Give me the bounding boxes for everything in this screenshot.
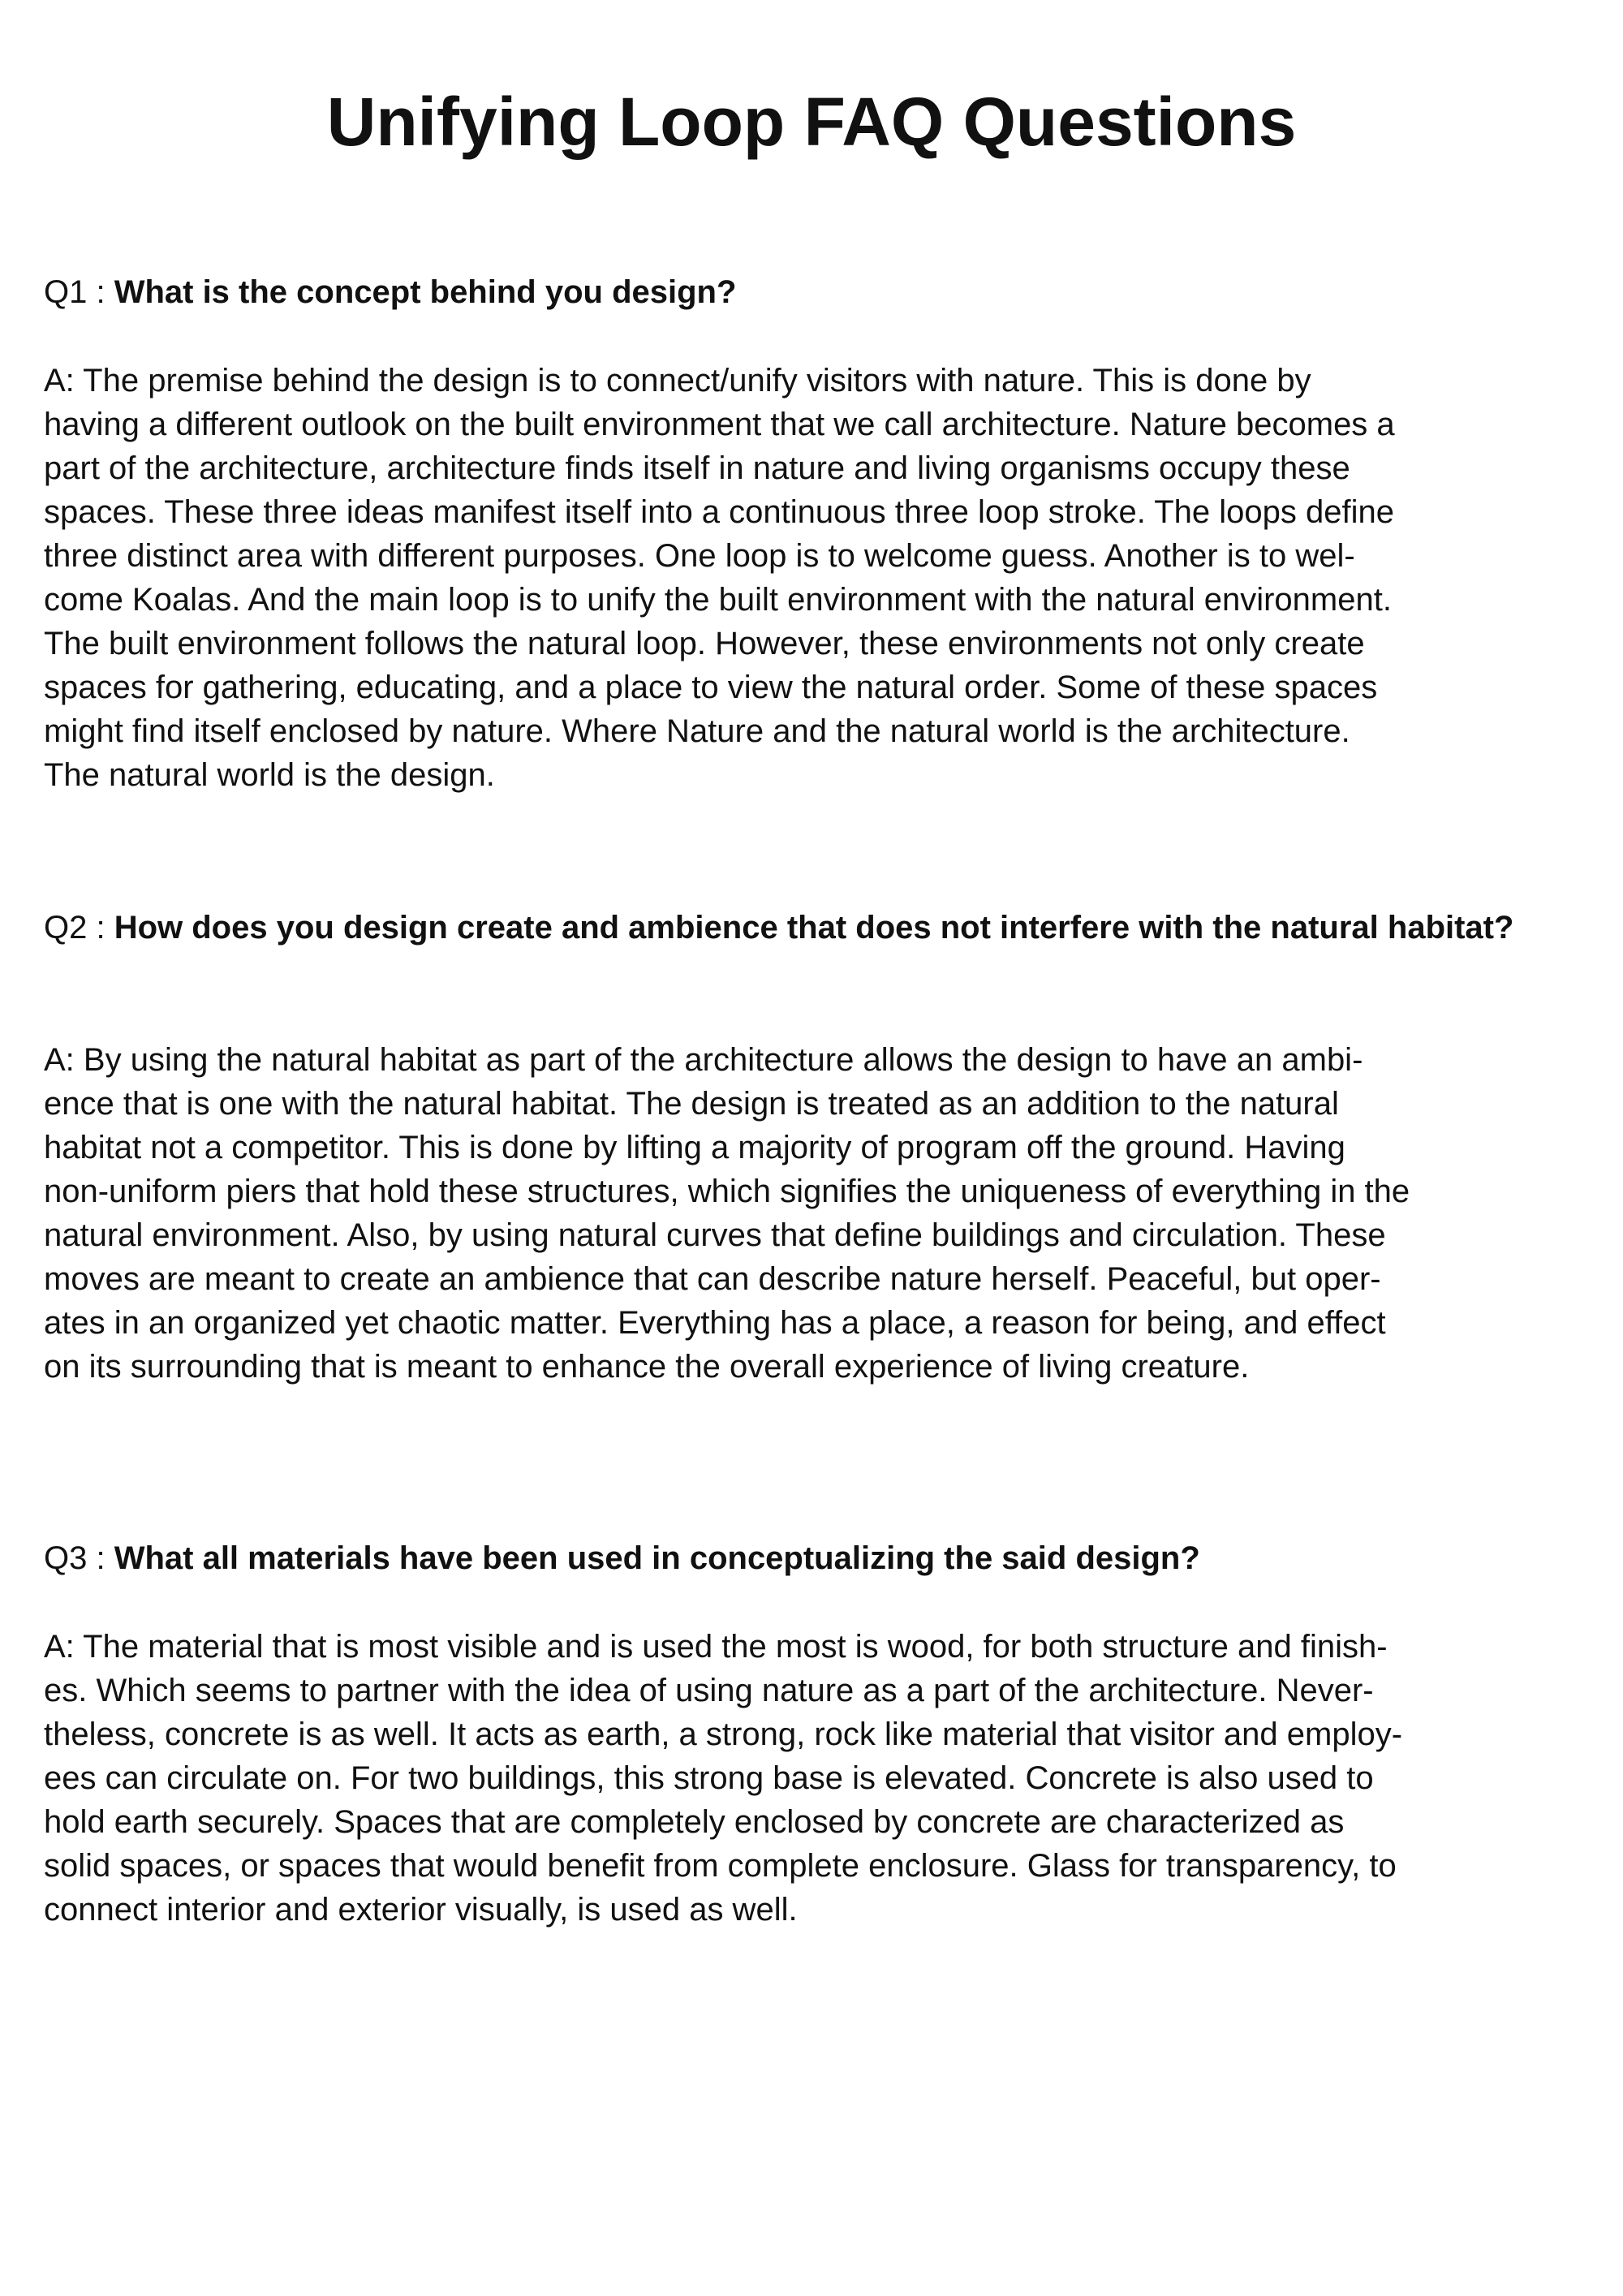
- faq-item-3: [44, 1536, 1594, 1928]
- faq-question-number-1: Q1 :: [44, 274, 114, 310]
- faq-question-text-2: How does you design create and ambience that does not interfere with the natural habitat?: [114, 910, 1514, 946]
- faq-answer-2: A: By using the natural habitat as part of the architecture allows the design to have an ambi- ence that is one with the natural habitat. The design is treated as an addition to the natural habitat not a competitor. This is done by lifting a majority of program off the ground. Having non-uniform piers that hold these structures, which signifies the uniqueness of everything in the natural environment. Also, by using natural curves that define buildings and circulation. These moves are meant to create an ambience that can describe nature herself. Peaceful, but oper- ates in an organized yet chaotic matter. Everything has a place, a reason for being, and effect on its surrounding that is meant to enhance the overall experience of living creature.: [44, 1042, 1410, 1385]
- page-title: Unifying Loop FAQ Questions: [326, 84, 1297, 160]
- faq-item-1: [44, 270, 1594, 793]
- faq-answer-1: A: The premise behind the design is to connect/unify visitors with nature. This is done by having a different outlook on the built environment that we call architecture. Nature becomes a part of the architecture, architecture finds itself in nature and living organisms occupy these spaces. These three ideas manifest itself into a continuous three loop stroke. The loops define three distinct area with different purposes. One loop is to welcome guess. Another is to wel- come Koalas. And the main loop is to unify the built environment with the natural environment. The built environment follows the natural loop. However, these environments not only create spaces for gathering, educating, and a place to view the natural order. Some of these spaces might find itself enclosed by nature. Where Nature and the natural world is the architecture. The natural world is the design.: [44, 363, 1395, 793]
- faq-item-2: [44, 906, 1594, 1385]
- faq-question-number-2: Q2 :: [44, 910, 114, 946]
- faq-question-2: [44, 906, 1594, 950]
- faq-answer-3: A: The material that is most visible and is used the most is wood, for both structure and finish- es. Which seems to partner with the idea of using nature as a part of the architecture. Never- theless, concrete is as well. It acts as earth, a strong, rock like material that visitor and employ- ees can circulate on. For two buildings, this strong base is elevated. Concrete is also used to hold earth securely. Spaces that are completely enclosed by concrete are characterized as solid spaces, or spaces that would benefit from complete enclosure. Glass for transparency, to connect interior and exterior visually, is used as well.: [44, 1629, 1403, 1928]
- faq-question-number-3: Q3 :: [44, 1540, 114, 1576]
- faq-question-1: [44, 270, 1594, 314]
- faq-question-text-3: What all materials have been used in conceptualizing the said design?: [114, 1540, 1200, 1576]
- faq-question-3: [44, 1536, 1594, 1580]
- faq-question-text-1: What is the concept behind you design?: [114, 274, 737, 310]
